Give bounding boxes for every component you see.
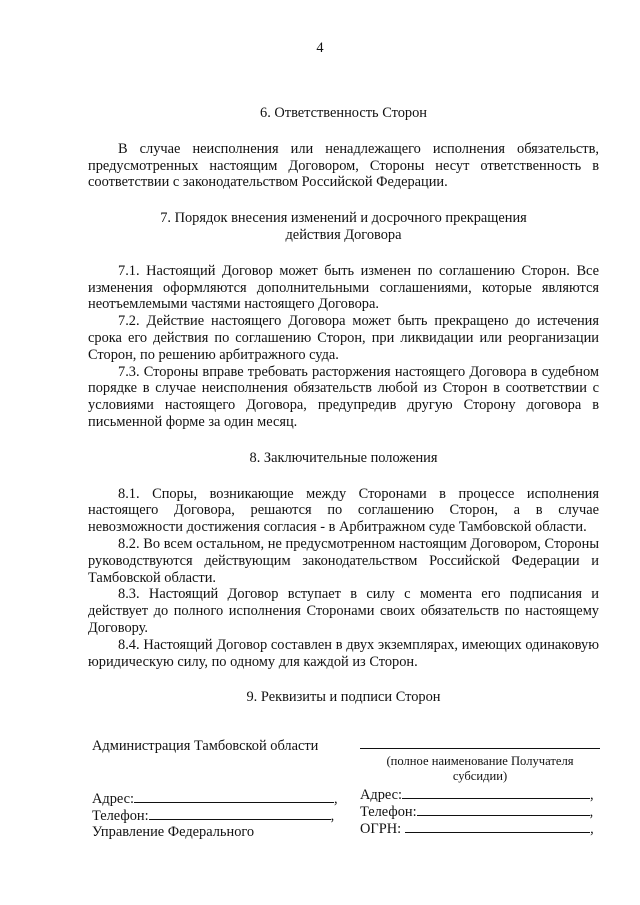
right-phone-row xyxy=(360,803,593,821)
section-6-title: 6. Ответственность Сторон xyxy=(260,105,427,121)
right-address-row xyxy=(360,786,594,804)
right-ogrn-label: ОГРН: xyxy=(360,821,402,837)
left-phone-row xyxy=(92,807,334,825)
right-party-caption xyxy=(360,754,600,784)
section-9-title: 9. Реквизиты и подписи Сторон xyxy=(246,689,441,706)
left-phone-field[interactable] xyxy=(149,807,331,820)
section-7-title-line1: 7. Порядок внесения изменений и досрочного прекращения xyxy=(160,210,527,227)
left-phone-label: Телефон: xyxy=(92,808,149,824)
clause-8-2: 8.2. Во всем остальном, не предусмотренном настоящим Договором, Стороны руководствуются действующим законодательством Российской Федерации и Тамбовской области. xyxy=(88,535,599,586)
left-address-field[interactable] xyxy=(134,790,334,803)
right-phone-comma: , xyxy=(589,804,594,820)
left-party-org: Администрация Тамбовской области xyxy=(92,738,319,754)
left-address-comma: , xyxy=(334,791,338,807)
left-address-label: Адрес: xyxy=(92,791,135,807)
right-ogrn-field[interactable] xyxy=(405,820,590,833)
right-address-field[interactable] xyxy=(402,786,590,799)
left-phone-comma: , xyxy=(330,808,335,824)
right-party-name-field[interactable] xyxy=(360,736,600,754)
right-ogrn-comma: , xyxy=(590,821,594,837)
left-trailing-text: Управление Федерального xyxy=(92,824,255,840)
clause-8-4: 8.4. Настоящий Договор составлен в двух экземплярах, имеющих одинаковую юридическую силу, по одному для каждой из Сторон. xyxy=(88,636,599,670)
right-phone-label: Телефон: xyxy=(360,804,417,820)
right-caption-line2: субсидии) xyxy=(452,769,508,783)
clause-8-3: 8.3. Настоящий Договор вступает в силу с момента его подписания и действует до полного исполнения Сторонами своих обязательств по настоящему Договору. xyxy=(88,586,599,636)
right-address-label: Адрес: xyxy=(360,787,403,803)
clause-7-1: 7.1. Настоящий Договор может быть изменен по соглашению Сторон. Все изменения оформляются дополнительными соглашениями, которые являются неотъемлемыми частями настоящего Договора. xyxy=(88,262,599,313)
page-number: 4 xyxy=(316,40,324,56)
clause-8-1: 8.1. Споры, возникающие между Сторонами в процессе исполнения настоящего Договора, решаются по соглашению Сторон, а в случае невозможности достижения согласия - в Арбитражном суде Тамбовской области. xyxy=(88,485,599,536)
clause-7-3: 7.3. Стороны вправе требовать расторжения настоящего Договора в судебном порядке в случае неисполнения обязательств любой из Сторон в соответствии с условиями настоящего Договора, предупредив другую Сторону договора в письменной форме за один месяц. xyxy=(88,363,599,430)
clause-7-2: 7.2. Действие настоящего Договора может быть прекращено до истечения срока его действия по соглашению Сторон, при ликвидации или реорганизации Сторон, по решению арбитражного суда. xyxy=(88,313,599,363)
right-ogrn-row xyxy=(360,820,594,838)
left-address-row xyxy=(92,790,338,808)
right-caption-line1: (полное наименование Получателя xyxy=(386,754,574,768)
right-address-comma: , xyxy=(590,787,594,803)
right-phone-field[interactable] xyxy=(417,803,590,816)
section-6-paragraph: В случае неисполнения или ненадлежащего исполнения обязательств, предусмотренных настоящим Договором, Стороны несут ответственность в соответствии с законодательством Российской Федерации. xyxy=(88,140,599,191)
section-8-title: 8. Заключительные положения xyxy=(249,449,438,466)
section-7-title-line2: действия Договора xyxy=(285,226,402,243)
